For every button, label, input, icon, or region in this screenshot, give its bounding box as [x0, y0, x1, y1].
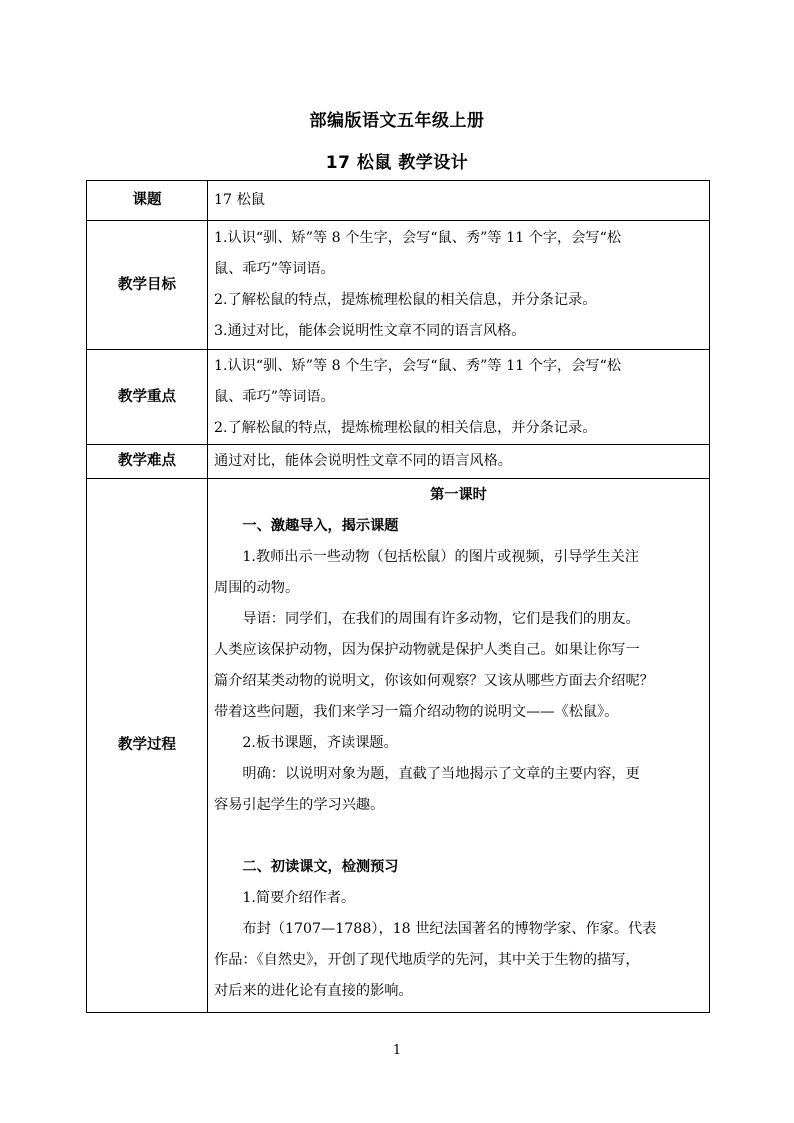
document-title: 部编版语文五年级上册	[309, 111, 485, 131]
content-line: 2.板书课题，齐读课题。	[242, 735, 398, 751]
blank-line	[214, 821, 703, 852]
content-line: 1.认识“驯、矫”等 8 个生字，会写“鼠、秀”等 11 个字，会写“松	[214, 357, 622, 374]
content-line: 2.了解松鼠的特点，提炼梳理松鼠的相关信息，并分条记录。	[214, 292, 597, 308]
content-line: 鼠、乖巧”等词语。	[214, 261, 335, 277]
row-label-topic: 课题	[87, 181, 208, 221]
content-line: 篇介绍某类动物的说明文，你该如何观察？又该从哪些方面去介绍呢？	[214, 673, 654, 689]
row-content-difficulties	[208, 445, 710, 479]
content-line: 布封（1707—1788），18 世纪法国著名的博物学家、作家。代表	[242, 921, 657, 937]
content-line: 1.简要介绍作者。	[242, 890, 356, 906]
table-row-difficulties	[87, 445, 710, 479]
table-row-topic	[87, 181, 710, 221]
content-line: 作品：《自然史》，开创了现代地质学的先河，其中关于生物的描写，	[214, 952, 640, 968]
row-content-key-points	[208, 350, 710, 445]
section-heading: 二、初读课文，检测预习	[242, 859, 399, 875]
content-line: 明确：以说明对象为题，直截了当地揭示了文章的主要内容，更	[242, 766, 640, 782]
table-row-objectives	[87, 221, 710, 350]
table-row-key-points	[87, 350, 710, 445]
content-line: 容易引起学生的学习兴趣。	[214, 797, 385, 813]
content-line: 导语：同学们，在我们的周围有许多动物，它们是我们的朋友。	[242, 611, 640, 627]
content-line: 对后来的进化论有直接的影响。	[214, 983, 413, 999]
lesson-period-heading: 第一课时	[430, 487, 487, 503]
row-content-process	[208, 479, 710, 1013]
content-line: 3.通过对比，能体会说明性文章不同的语言风格。	[214, 323, 526, 339]
lesson-plan-table	[86, 180, 710, 1013]
section-heading: 一、激趣导入，揭示课题	[242, 518, 399, 534]
content-line: 人类应该保护动物，因为保护动物就是保护人类自己。如果让你写一	[214, 642, 640, 658]
content-line: 1.认识“驯、矫”等 8 个生字，会写“鼠、秀”等 11 个字，会写“松	[214, 230, 622, 246]
content-line: 鼠、乖巧”等词语。	[214, 388, 335, 405]
row-content-objectives	[208, 221, 710, 350]
row-content-topic	[208, 181, 710, 221]
content-line: 通过对比，能体会说明性文章不同的语言风格。	[214, 453, 512, 469]
content-line: 带着这些问题，我们来学习一篇介绍动物的说明文——《松鼠》。	[214, 704, 619, 720]
row-label-key-points: 教学重点	[87, 350, 208, 445]
table-row-process	[87, 479, 710, 1013]
content-line: 1.教师出示一些动物（包括松鼠）的图片或视频，引导学生关注	[242, 549, 639, 565]
page-number: 1	[392, 1043, 402, 1058]
content-line: 2.了解松鼠的特点，提炼梳理松鼠的相关信息，并分条记录。	[214, 419, 597, 436]
row-label-difficulties: 教学难点	[87, 445, 208, 479]
row-label-process: 教学过程	[87, 479, 208, 1013]
document-subtitle: 17 松鼠 教学设计	[325, 153, 469, 173]
content-line: 周围的动物。	[214, 580, 300, 596]
row-label-objectives: 教学目标	[87, 221, 208, 350]
content-line: 17 松鼠	[214, 192, 265, 208]
